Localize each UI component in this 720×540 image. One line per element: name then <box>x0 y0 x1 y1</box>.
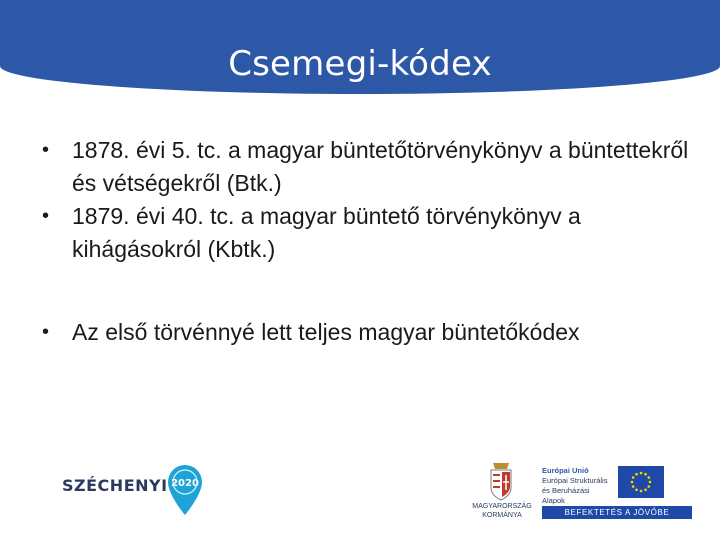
location-pin-icon <box>165 462 205 516</box>
eu-invest-banner: BEFEKTETÉS A JÖVŐBE <box>542 506 692 519</box>
eu-flag-icon <box>618 466 664 498</box>
bullet-text: 1879. évi 40. tc. a magyar büntető törvénykönyv a kihágásokról (Kbtk.) <box>72 203 581 262</box>
eu-heading: Európai Unió <box>542 466 589 475</box>
bullet-text: 1878. évi 5. tc. a magyar büntetőtörvénykönyv a büntettekről és vétségekről (Btk.) <box>72 137 689 196</box>
government-wordmark: MAGYARORSZÁG KORMÁNYA <box>472 503 532 519</box>
bullet-item <box>42 200 702 266</box>
eu-subtext: Európai Strukturális és Beruházási Alapok <box>542 476 608 505</box>
bullet-marker: • <box>42 205 50 227</box>
slide-title: Csemegi-kódex <box>228 44 492 84</box>
bullet-text: Az első törvénnyé lett teljes magyar büntetőkódex <box>72 319 580 345</box>
szechenyi-wordmark: SZÉCHENYI <box>62 476 168 495</box>
bullet-list <box>42 134 702 349</box>
szechenyi-badge: 2020 <box>171 478 199 489</box>
bullet-item <box>42 316 702 349</box>
eu-funding-logo <box>542 466 692 504</box>
bullet-marker: • <box>42 321 50 343</box>
eu-text-block <box>542 466 614 506</box>
bullet-marker: • <box>42 139 50 161</box>
bullet-item <box>42 134 702 200</box>
